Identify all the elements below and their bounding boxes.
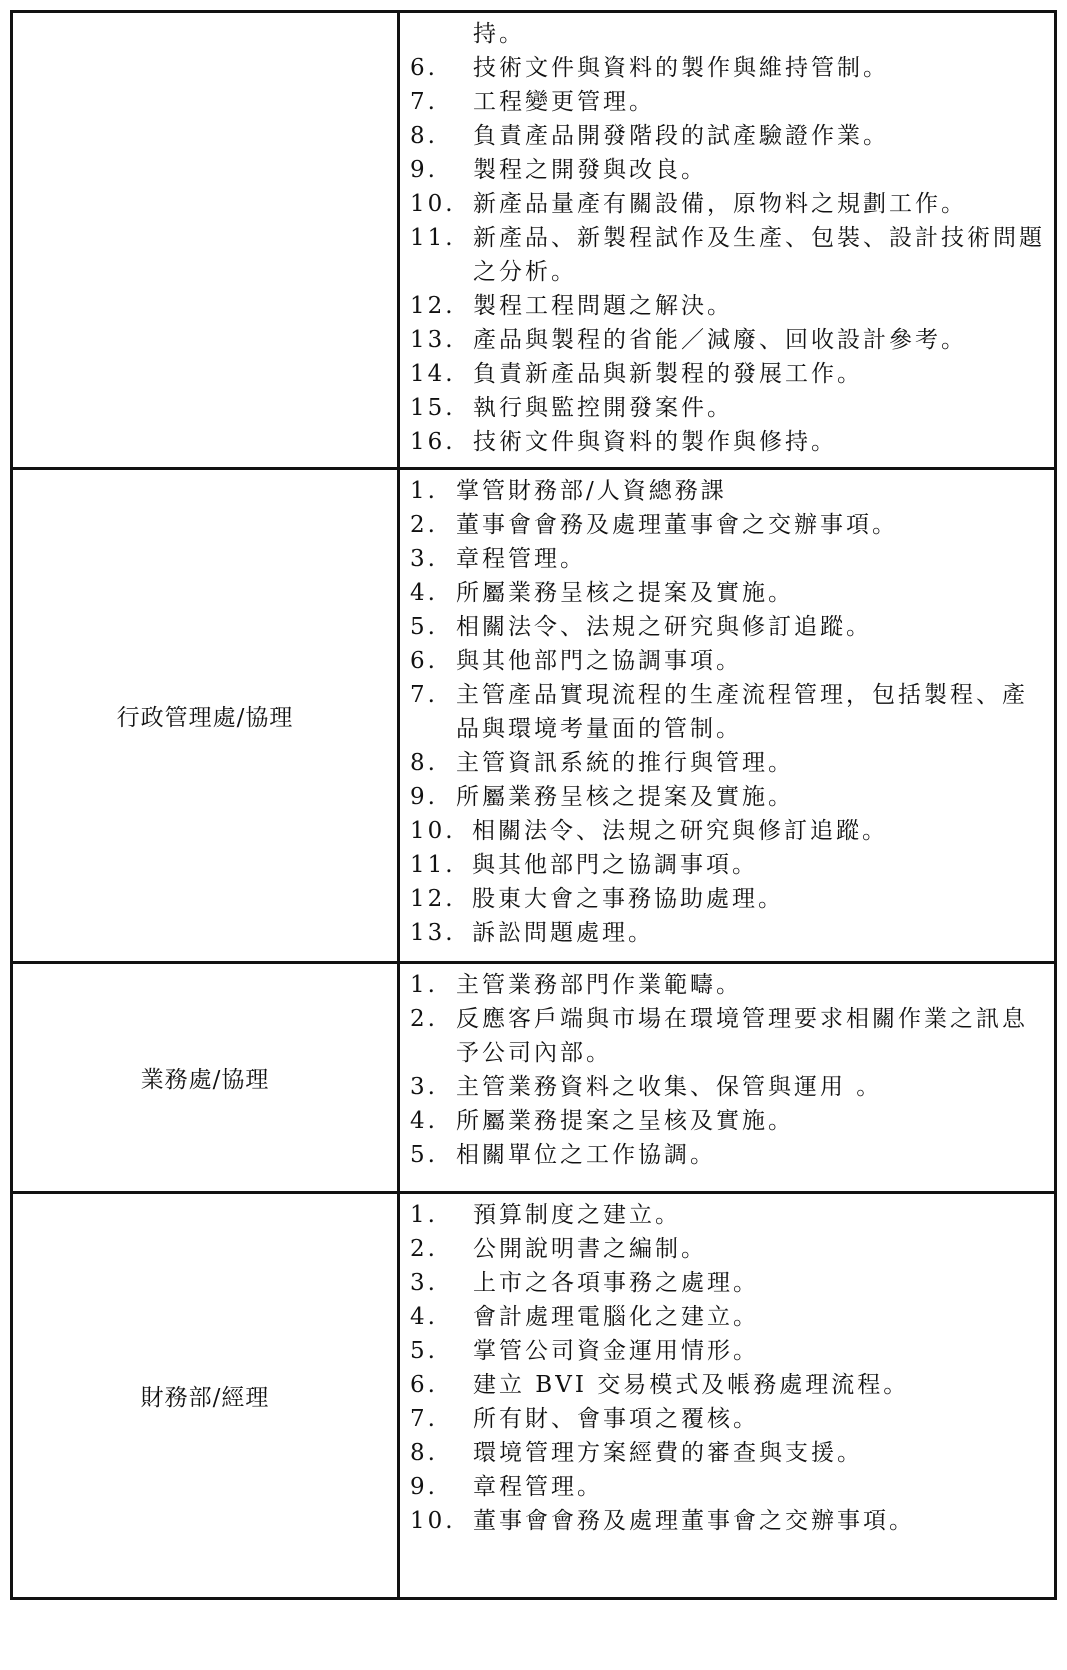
- item-number: 5.: [410, 1338, 438, 1364]
- item-text: 技術文件與資料的製作與修持。: [473, 429, 837, 455]
- item-number: 12.: [410, 886, 456, 912]
- list-item: [410, 1002, 1048, 1070]
- item-text: 負責新產品與新製程的發展工作。: [473, 361, 863, 387]
- list-item: [410, 644, 1048, 678]
- list-item: [410, 968, 1048, 1002]
- item-text: 預算制度之建立。: [473, 1202, 681, 1228]
- item-text: 所有財、會事項之覆核。: [473, 1406, 759, 1432]
- item-number: 16.: [410, 429, 456, 455]
- item-text: 技術文件與資料的製作與維持管制。: [473, 55, 889, 81]
- item-text: 新產品量產有關設備，原物料之規劃工作。: [473, 191, 967, 217]
- list-item: [410, 848, 1048, 882]
- list-item: [410, 1334, 1048, 1368]
- item-text: 主管產品實現流程的生產流程管理，包括製程、產 品與環境考量面的管制。: [456, 682, 1054, 742]
- list-item: [410, 289, 1048, 323]
- item-text: 與其他部門之協調事項。: [456, 648, 742, 674]
- item-text: 掌管公司資金運用情形。: [473, 1338, 759, 1364]
- item-number: 7.: [410, 89, 438, 115]
- item-text: 上市之各項事務之處理。: [473, 1270, 759, 1296]
- list-item: [410, 780, 1048, 814]
- item-number: 3.: [410, 1270, 438, 1296]
- list-item: [410, 187, 1048, 221]
- unit-cell: [12, 12, 399, 469]
- item-text: 工程變更管理。: [473, 89, 655, 115]
- list-item: [410, 85, 1048, 119]
- item-text: 反應客戶端與市場在環境管理要求相關作業之訊息予公司內部。: [456, 1006, 1028, 1066]
- list-item: [410, 882, 1048, 916]
- item-number: 9.: [410, 784, 438, 810]
- list-item: [410, 1436, 1048, 1470]
- item-number: 6.: [410, 1372, 438, 1398]
- item-number: 4.: [410, 1304, 438, 1330]
- item-number: 2.: [410, 1236, 438, 1262]
- item-number: 11.: [410, 852, 456, 878]
- item-number: 4.: [410, 580, 438, 606]
- item-text: 執行與監控開發案件。: [473, 395, 733, 421]
- duty-list-cell: [399, 469, 1056, 963]
- item-text: 製程之開發與改良。: [473, 157, 707, 183]
- item-number: 3.: [410, 1074, 438, 1100]
- item-number: 1.: [410, 972, 438, 998]
- list-item: [410, 1138, 1048, 1172]
- item-text: 章程管理。: [473, 1474, 603, 1500]
- duty-list-cell: [399, 963, 1056, 1193]
- item-number: 13.: [410, 920, 456, 946]
- item-number: 7.: [410, 682, 438, 708]
- item-text: 新產品、新製程試作及生產、包裝、設計技術問題之分析。: [473, 225, 1045, 285]
- item-text: 主管業務部門作業範疇。: [456, 972, 742, 998]
- list-item: [410, 542, 1048, 576]
- item-number: 10.: [410, 1508, 456, 1534]
- item-text: 負責產品開發階段的試產驗證作業。: [473, 123, 889, 149]
- list-item: [410, 1070, 1048, 1104]
- list-item: [410, 1300, 1048, 1334]
- list-item: [410, 474, 1048, 508]
- list-item: [410, 508, 1048, 542]
- unit-cell: 財務部/經理: [12, 1193, 399, 1599]
- item-number: 5.: [410, 614, 438, 640]
- item-number: 8.: [410, 1440, 438, 1466]
- item-number: 14.: [410, 361, 456, 387]
- list-item: [410, 610, 1048, 644]
- duties-table: [10, 10, 1057, 1600]
- item-number: 1.: [410, 478, 438, 504]
- item-number: 6.: [410, 648, 438, 674]
- item-text: 章程管理。: [456, 546, 586, 572]
- list-item: [410, 1504, 1048, 1538]
- item-text: 董事會會務及處理董事會之交辦事項。: [456, 512, 898, 538]
- item-number: 2.: [410, 512, 438, 538]
- item-number: 2.: [410, 1006, 438, 1032]
- list-item: [410, 1266, 1048, 1300]
- list-item: [410, 425, 1048, 459]
- item-number: 10.: [410, 818, 456, 844]
- item-text: 訴訟問題處理。: [472, 920, 654, 946]
- item-number: 11.: [410, 225, 456, 251]
- item-text: 股東大會之事務協助處理。: [472, 886, 784, 912]
- list-item: [410, 119, 1048, 153]
- item-text: 董事會會務及處理董事會之交辦事項。: [473, 1508, 915, 1534]
- item-text: 相關法令、法規之研究與修訂追蹤。: [472, 818, 888, 844]
- list-item: [410, 357, 1048, 391]
- item-text: 掌管財務部/人資總務課: [456, 478, 727, 504]
- unit-cell: 業務處/協理: [12, 963, 399, 1193]
- item-text: 產品與製程的省能／減廢、回收設計參考。: [473, 327, 967, 353]
- duty-list-cell: [399, 1193, 1056, 1599]
- list-item: [410, 678, 1054, 746]
- item-number: 4.: [410, 1108, 438, 1134]
- item-text: 所屬業務呈核之提案及實施。: [456, 580, 794, 606]
- table-row: [12, 469, 1056, 963]
- item-number: 8.: [410, 123, 438, 149]
- item-text: 主管資訊系統的推行與管理。: [456, 750, 794, 776]
- list-item: [410, 391, 1048, 425]
- item-number: 12.: [410, 293, 456, 319]
- item-text: 所屬業務提案之呈核及實施。: [456, 1108, 794, 1134]
- item-number: 15.: [410, 395, 456, 421]
- item-text: 製程工程問題之解決。: [473, 293, 733, 319]
- item-number: 6.: [410, 55, 438, 81]
- item-number: 5.: [410, 1142, 438, 1168]
- duty-list-cell: [399, 12, 1056, 469]
- list-item: [410, 1470, 1048, 1504]
- list-item: [410, 51, 1048, 85]
- list-item: [410, 916, 1048, 950]
- list-item: [410, 153, 1048, 187]
- item-number: 1.: [410, 1202, 438, 1228]
- item-text: 相關法令、法規之研究與修訂追蹤。: [456, 614, 872, 640]
- item-text: 所屬業務呈核之提案及實施。: [456, 784, 794, 810]
- item-number: 13.: [410, 327, 456, 353]
- item-number: 7.: [410, 1406, 438, 1432]
- list-item: [410, 1402, 1048, 1436]
- table-row: [12, 12, 1056, 469]
- item-text: 相關單位之工作協調。: [456, 1142, 716, 1168]
- item-number: 9.: [410, 1474, 438, 1500]
- item-number: 10.: [410, 191, 456, 217]
- item-text: 會計處理電腦化之建立。: [473, 1304, 759, 1330]
- item-number: 3.: [410, 546, 438, 572]
- list-item: [410, 1232, 1048, 1266]
- list-item: [410, 1198, 1048, 1232]
- list-item: [410, 814, 1048, 848]
- item-text: 與其他部門之協調事項。: [472, 852, 758, 878]
- item-number: 8.: [410, 750, 438, 776]
- list-item: [410, 1368, 1048, 1402]
- table-row: [12, 1193, 1056, 1599]
- list-item: [410, 323, 1048, 357]
- unit-cell: 行政管理處/協理: [12, 469, 399, 963]
- continued-text: 持。: [473, 21, 525, 47]
- item-text: 建立 BVI 交易模式及帳務處理流程。: [473, 1372, 910, 1398]
- list-item: [410, 1104, 1048, 1138]
- list-item: [410, 221, 1048, 289]
- table-row: [12, 963, 1056, 1193]
- list-item: [410, 576, 1048, 610]
- item-text: 主管業務資料之收集、保管與運用 。: [456, 1074, 883, 1100]
- item-text: 環境管理方案經費的審查與支援。: [473, 1440, 863, 1466]
- item-number: 9.: [410, 157, 438, 183]
- item-text: 公開說明書之編制。: [473, 1236, 707, 1262]
- list-item: [410, 746, 1048, 780]
